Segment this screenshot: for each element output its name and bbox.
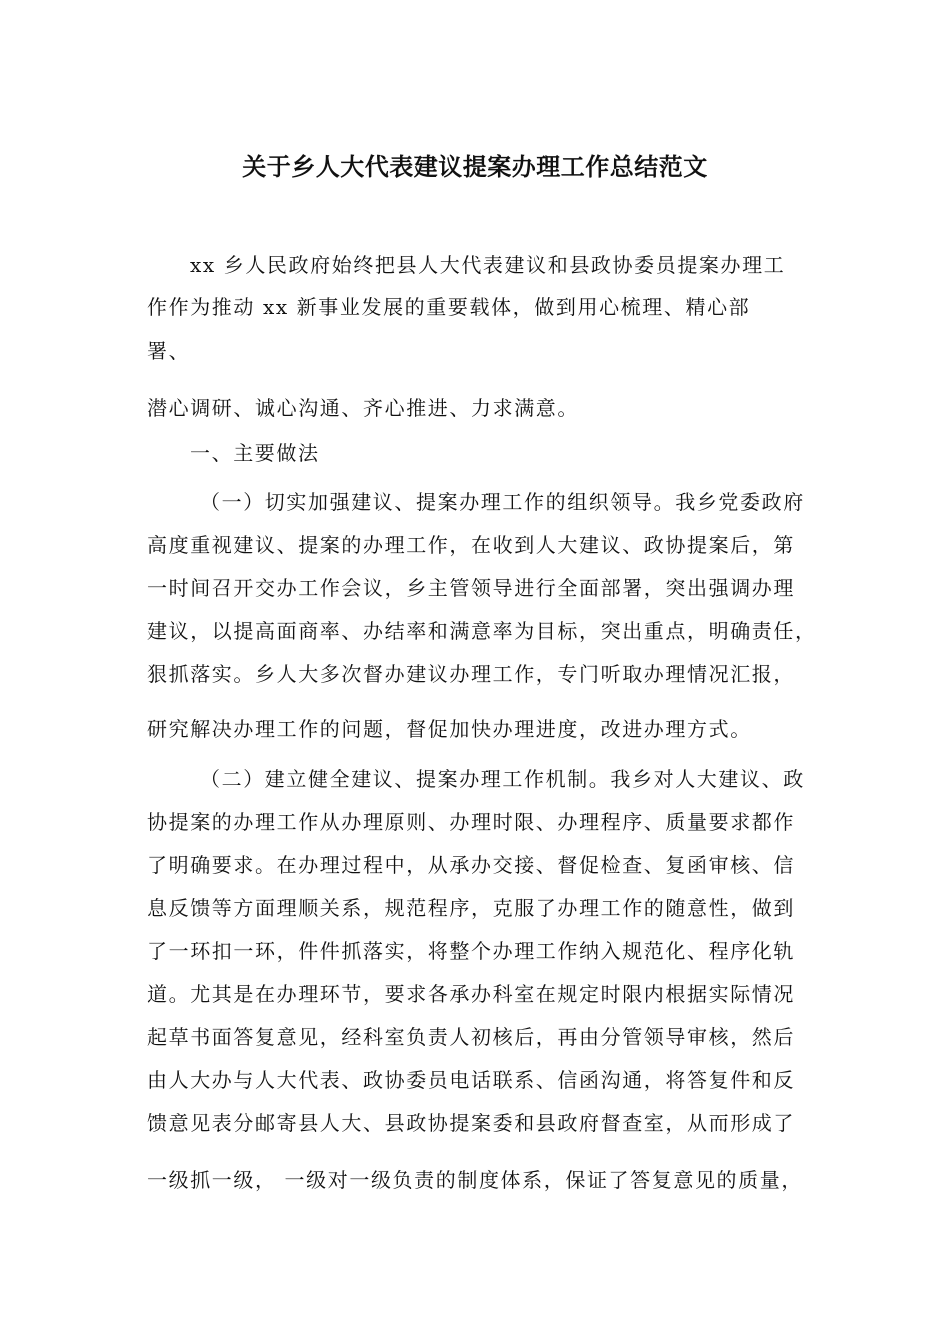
paragraph-line: 高度重视建议、提案的办理工作，在收到人大建议、政协提案后，第 bbox=[147, 533, 795, 557]
paragraph-line: （二）建立健全建议、提案办理工作机制。我乡对人大建议、政 bbox=[200, 767, 805, 791]
paragraph-line: 作作为推动 xx 新事业发展的重要载体，做到用心梳理、精心部 bbox=[147, 295, 751, 319]
section-heading: 一、主要做法 bbox=[190, 441, 320, 465]
paragraph-line: 研究解决办理工作的问题，督促加快办理进度，改进办理方式。 bbox=[147, 717, 752, 741]
paragraph-line: xx 乡人民政府始终把县人大代表建议和县政协委员提案办理工 bbox=[190, 253, 786, 277]
paragraph-line: 署、 bbox=[147, 339, 191, 363]
paragraph-line: 道。尤其是在办理环节，要求各承办科室在规定时限内根据实际情况 bbox=[147, 982, 795, 1006]
paragraph-line: 一时间召开交办工作会议，乡主管领导进行全面部署，突出强调办理 bbox=[147, 576, 795, 600]
paragraph-line: 建议，以提高面商率、办结率和满意率为目标，突出重点，明确责任， bbox=[147, 619, 817, 643]
paragraph-line: 由人大办与人大代表、政协委员电话联系、信函沟通，将答复件和反 bbox=[147, 1068, 795, 1092]
paragraph-line: 一级抓一级， 一级对一级负责的制度体系，保证了答复意见的质量， bbox=[147, 1168, 803, 1192]
paragraph-line: 了明确要求。在办理过程中，从承办交接、督促检查、复函审核、信 bbox=[147, 853, 795, 877]
paragraph-line: 协提案的办理工作从办理原则、办理时限、办理程序、质量要求都作 bbox=[147, 810, 795, 834]
paragraph-line: 潜心调研、诚心沟通、齐心推进、力求满意。 bbox=[147, 396, 579, 420]
paragraph-line: 了一环扣一环，件件抓落实，将整个办理工作纳入规范化、程序化轨 bbox=[147, 939, 795, 963]
paragraph-line: （一）切实加强建议、提案办理工作的组织领导。我乡党委政府 bbox=[200, 490, 805, 514]
document-title: 关于乡人大代表建议提案办理工作总结范文 bbox=[242, 153, 708, 181]
paragraph-line: 馈意见表分邮寄县人大、县政协提案委和县政府督查室，从而形成了 bbox=[147, 1111, 795, 1135]
paragraph-line: 息反馈等方面理顺关系，规范程序，克服了办理工作的随意性，做到 bbox=[147, 896, 795, 920]
paragraph-line: 起草书面答复意见，经科室负责人初核后，再由分管领导审核，然后 bbox=[147, 1025, 795, 1049]
paragraph-line: 狠抓落实。乡人大多次督办建议办理工作，专门听取办理情况汇报， bbox=[147, 662, 795, 686]
